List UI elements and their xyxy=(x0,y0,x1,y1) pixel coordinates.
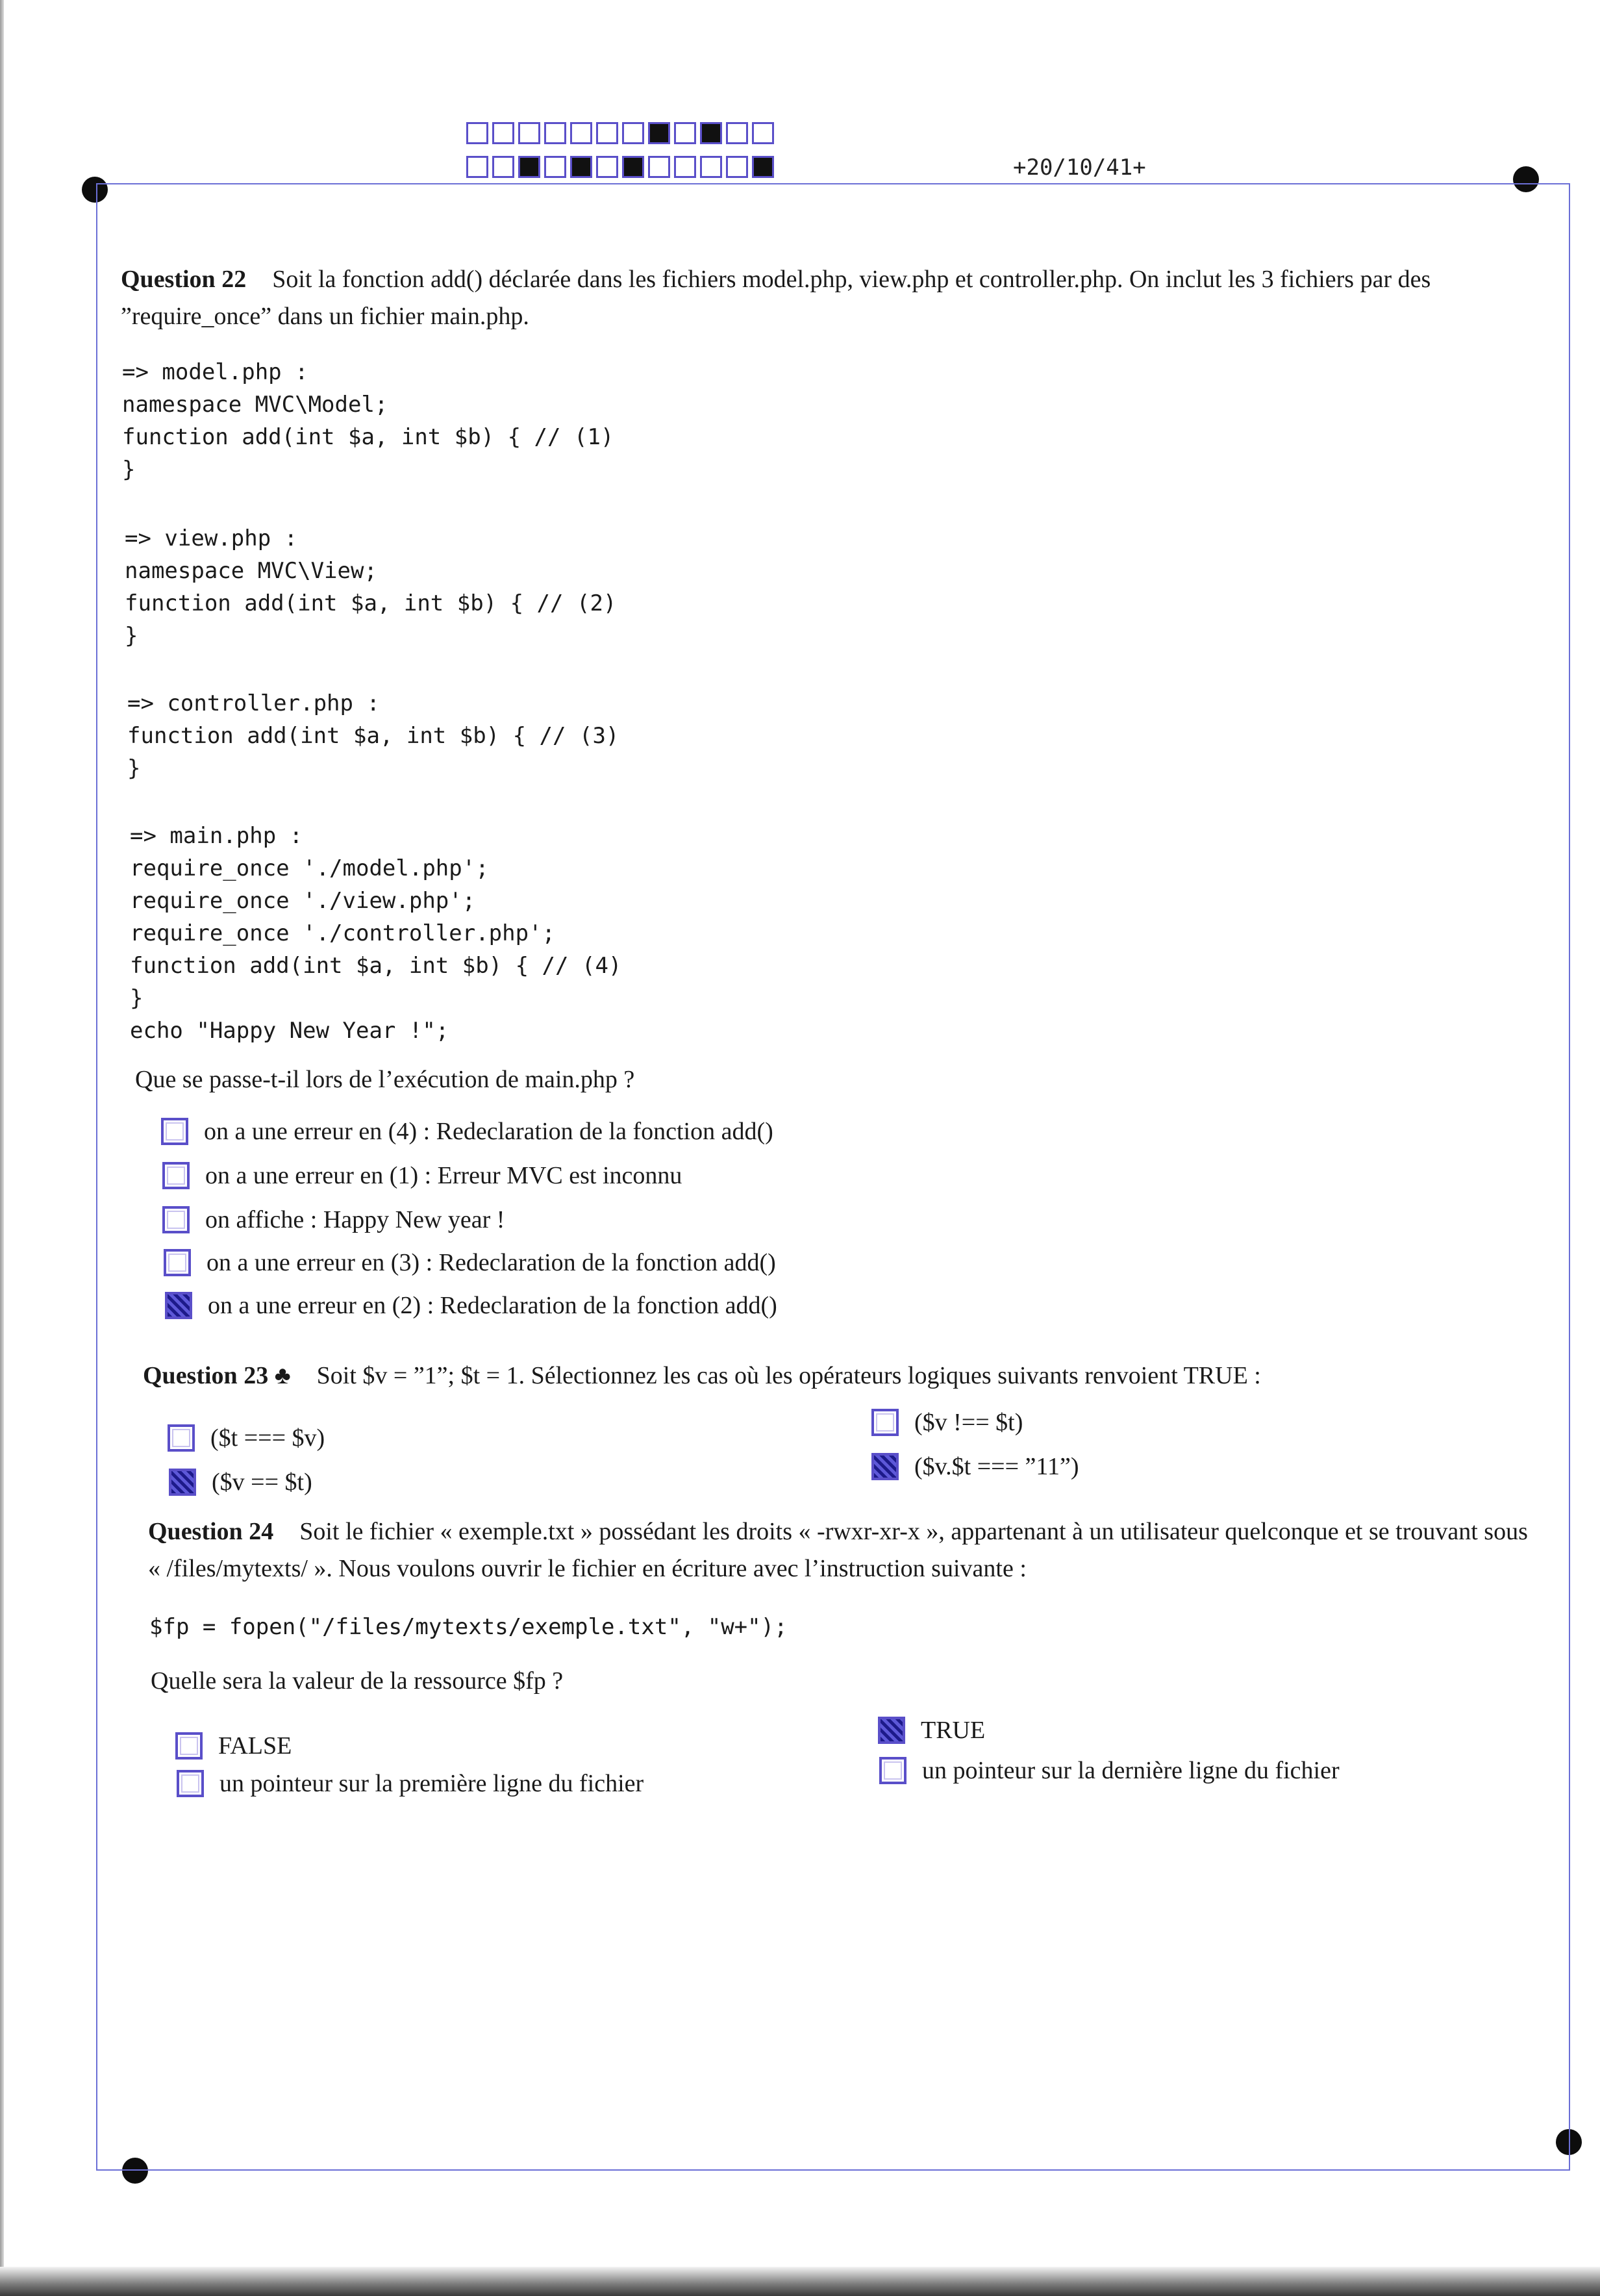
q22-choice-2[interactable] xyxy=(162,1161,682,1190)
q22-choice-3-label: on affiche : Happy New year ! xyxy=(205,1206,505,1233)
q23-choice-2-label: ($v == $t) xyxy=(212,1469,312,1496)
q22-choice-1-label: on a une erreur en (4) : Redeclaration de la fonction add() xyxy=(204,1118,773,1145)
q22-choice-1[interactable] xyxy=(161,1117,773,1146)
barcode-cell xyxy=(752,156,774,178)
q23-choice-2[interactable] xyxy=(169,1468,312,1496)
q23-choice-4-checkbox[interactable] xyxy=(871,1453,899,1480)
q23-choice-1-checkbox[interactable] xyxy=(168,1424,195,1452)
code-fopen: $fp = fopen("/files/mytexts/exemple.txt", "w+"); xyxy=(149,1614,788,1640)
barcode-row-2 xyxy=(466,156,774,178)
question-22-prompt: Que se passe-t-il lors de l’exécution de main.php ? xyxy=(135,1066,635,1093)
q22-choice-4-label: on a une erreur en (3) : Redeclaration de la fonction add() xyxy=(206,1249,776,1276)
barcode-cell xyxy=(466,156,488,178)
code-view-php: => view.php : namespace MVC\View; function add(int $a, int $b) { // (2) } xyxy=(125,525,617,649)
barcode-cell xyxy=(622,156,644,178)
question-22-label: Question 22 xyxy=(121,266,247,293)
barcode-cell xyxy=(518,156,540,178)
barcode-cell xyxy=(492,122,514,144)
q24-choice-4[interactable] xyxy=(879,1756,1340,1785)
q23-choice-3-label: ($v !== $t) xyxy=(914,1409,1023,1436)
code-model-php: => model.php : namespace MVC\Model; function add(int $a, int $b) { // (1) } xyxy=(122,359,614,483)
q22-choice-2-checkbox[interactable] xyxy=(162,1162,190,1189)
q23-choice-2-checkbox[interactable] xyxy=(169,1469,196,1496)
barcode-row-1 xyxy=(466,122,774,144)
scan-left-shadow xyxy=(0,0,4,2296)
q24-choice-3-checkbox[interactable] xyxy=(878,1717,905,1744)
question-24-text: Soit le fichier « exemple.txt » possédant les droits « -rwxr-xr-x », appartenant à un utilisateur quelconque et se trouvant sous « /files/mytexts/ ». Nous voulons ouvrir le fichier en écriture avec l’instruction suivante : xyxy=(148,1518,1528,1582)
barcode-cell xyxy=(674,122,696,144)
q24-choice-3-label: TRUE xyxy=(921,1717,986,1744)
q24-choice-2-label: un pointeur sur la première ligne du fichier xyxy=(219,1770,644,1797)
q22-choice-1-checkbox[interactable] xyxy=(161,1118,188,1145)
barcode-cell xyxy=(544,156,566,178)
q22-choice-5[interactable] xyxy=(165,1291,777,1320)
question-23-label: Question 23 ♣ xyxy=(143,1362,291,1389)
question-22 xyxy=(121,261,1510,335)
barcode-cell xyxy=(466,122,488,144)
q24-choice-4-label: un pointeur sur la dernière ligne du fichier xyxy=(922,1757,1340,1784)
barcode-cell xyxy=(648,122,670,144)
q22-choice-2-label: on a une erreur en (1) : Erreur MVC est inconnu xyxy=(205,1162,682,1189)
question-22-text: Soit la fonction add() déclarée dans les fichiers model.php, view.php et controller.php. On inclut les 3 fichiers par des ”require_once” dans un fichier main.php. xyxy=(121,266,1431,330)
q22-choice-4[interactable] xyxy=(164,1248,776,1277)
q22-choice-5-checkbox[interactable] xyxy=(165,1292,192,1319)
q24-choice-1[interactable] xyxy=(175,1732,292,1760)
question-23 xyxy=(143,1357,1261,1394)
barcode-cell xyxy=(544,122,566,144)
code-controller-php: => controller.php : function add(int $a, int $b) { // (3) } xyxy=(127,690,619,781)
barcode-cell xyxy=(726,156,748,178)
scan-bottom-shadow xyxy=(0,2267,1600,2296)
q23-choice-1-label: ($t === $v) xyxy=(210,1424,325,1452)
q24-choice-4-checkbox[interactable] xyxy=(879,1757,906,1784)
question-24 xyxy=(148,1513,1535,1587)
q23-choice-4-label: ($v.$t === ”11”) xyxy=(914,1453,1079,1480)
q24-choice-3[interactable] xyxy=(878,1716,985,1745)
barcode-cell xyxy=(492,156,514,178)
code-main-php: => main.php : require_once './model.php'; require_once './view.php'; require_once './controller.php'; function add(int $a, int $b) { // (4) } echo "Happy New Year !"; xyxy=(130,823,622,1044)
barcode-cell xyxy=(674,156,696,178)
q24-choice-1-checkbox[interactable] xyxy=(175,1732,203,1760)
barcode-cell xyxy=(726,122,748,144)
barcode-cell xyxy=(596,122,618,144)
barcode-cell xyxy=(622,122,644,144)
barcode-cell xyxy=(752,122,774,144)
barcode-cell xyxy=(518,122,540,144)
barcode-cell xyxy=(648,156,670,178)
q22-choice-5-label: on a une erreur en (2) : Redeclaration de la fonction add() xyxy=(208,1292,777,1319)
q23-choice-3[interactable] xyxy=(871,1408,1023,1437)
q22-choice-4-checkbox[interactable] xyxy=(164,1249,191,1276)
barcode-cell xyxy=(570,122,592,144)
q24-choice-2-checkbox[interactable] xyxy=(177,1770,204,1797)
q23-choice-1[interactable] xyxy=(168,1424,325,1452)
q24-choice-2[interactable] xyxy=(177,1769,644,1798)
barcode-cell xyxy=(700,156,722,178)
barcode-cell xyxy=(596,156,618,178)
q22-choice-3-checkbox[interactable] xyxy=(162,1206,190,1233)
barcode-cell xyxy=(700,122,722,144)
question-23-text: Soit $v = ”1”; $t = 1. Sélectionnez les cas où les opérateurs logiques suivants renvoient TRUE : xyxy=(316,1362,1261,1389)
question-24-label: Question 24 xyxy=(148,1518,274,1545)
q24-choice-1-label: FALSE xyxy=(218,1732,292,1760)
question-24-prompt: Quelle sera la valeur de la ressource $fp ? xyxy=(151,1667,564,1695)
barcode-cell xyxy=(570,156,592,178)
q23-choice-4[interactable] xyxy=(871,1452,1079,1481)
page-id: +20/10/41+ xyxy=(1013,155,1146,181)
q23-choice-3-checkbox[interactable] xyxy=(871,1409,899,1436)
q22-choice-3[interactable] xyxy=(162,1205,505,1234)
